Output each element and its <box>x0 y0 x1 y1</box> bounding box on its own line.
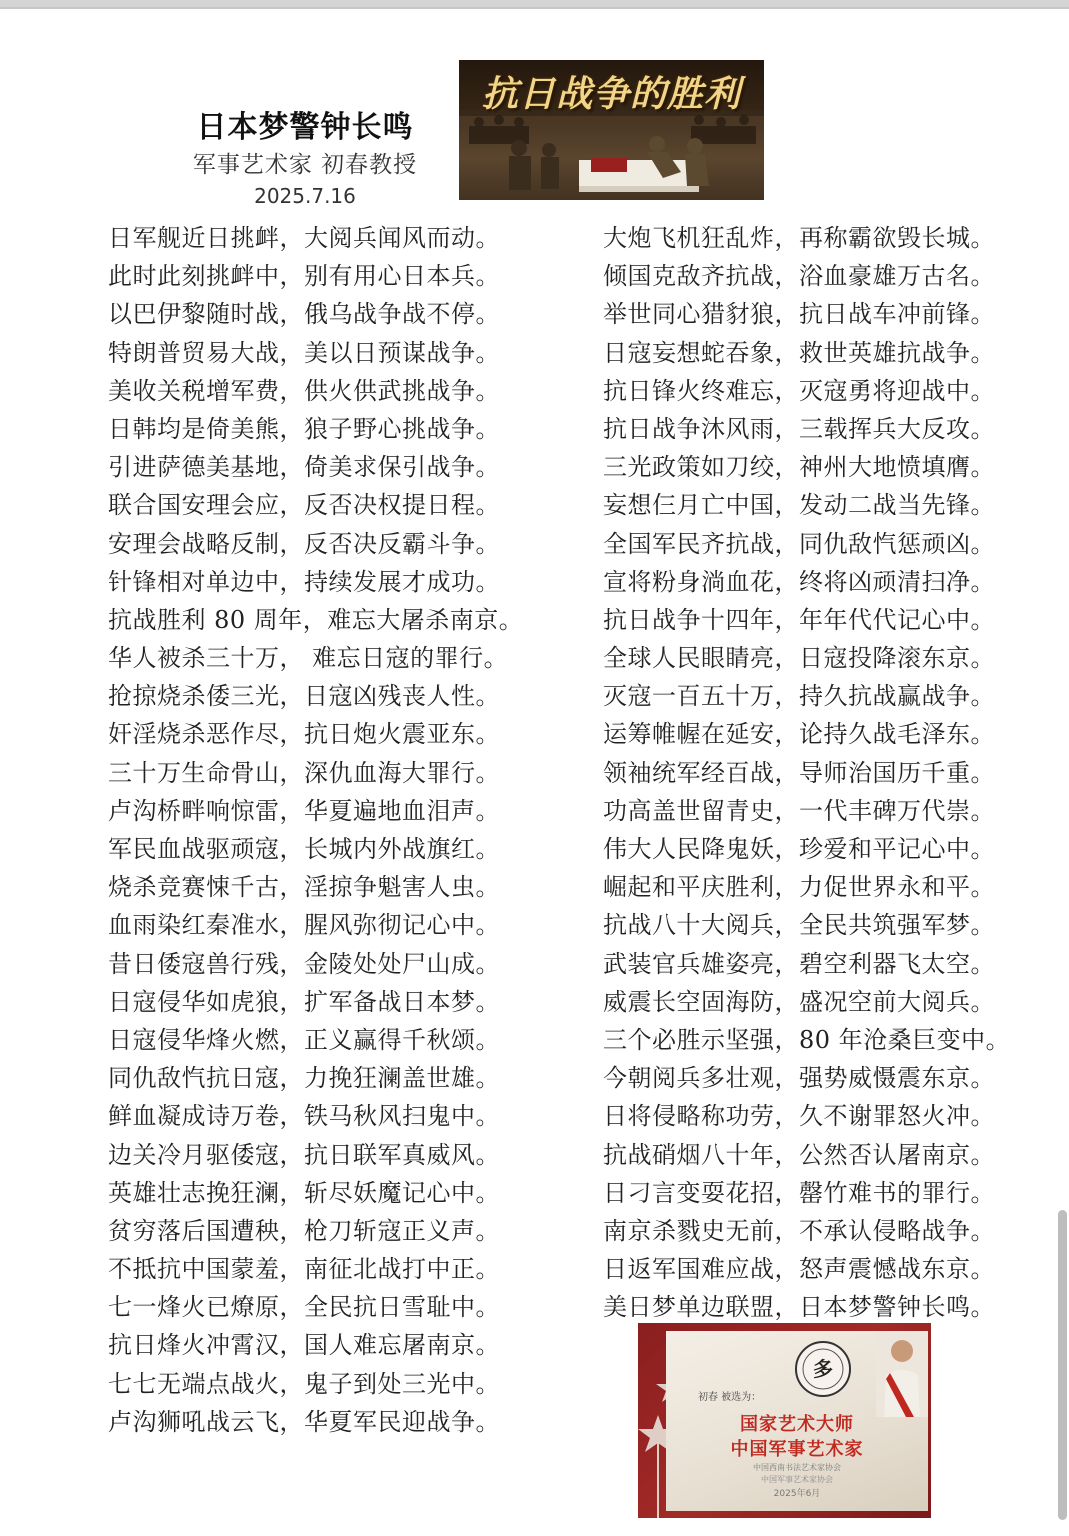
poem-line: 抗战胜利 80 周年，难忘大屠杀南京。 <box>108 605 524 634</box>
poem-line: 贫穷落后国遭秧，枪刀斩寇正义声。 <box>108 1216 500 1245</box>
poem-line: 不抵抗中国蒙羞，南征北战打中正。 <box>108 1255 500 1284</box>
poem-line: 举世同心猎豺狼，抗日战车冲前锋。 <box>603 300 995 329</box>
poem-author: 军事艺术家 初春教授 <box>192 152 418 178</box>
poem-line: 崛起和平庆胜利，力促世界永和平。 <box>603 873 995 902</box>
poem-line: 抗日战争十四年，年年代代记心中。 <box>603 605 995 634</box>
poem-line: 军民血战驱顽寇，长城内外战旗红。 <box>108 835 500 863</box>
poem-line: 边关冷月驱倭寇，抗日联军真威风。 <box>108 1140 500 1169</box>
poem-line: 七七无端点战火，鬼子到处三光中。 <box>108 1369 500 1398</box>
certificate-photo <box>638 1323 931 1518</box>
top-band <box>0 0 1069 9</box>
poem-line: 奸淫烧杀恶作尽，抗日炮火震亚东。 <box>108 720 500 749</box>
poem-line: 日寇侵华烽火燃，正义赢得千秋颂。 <box>108 1025 500 1054</box>
poem-line: 全国军民齐抗战，同仇敌忾惩顽凶。 <box>603 529 995 558</box>
poem-line: 烧杀竞赛悚千古，淫掠争魁害人虫。 <box>108 873 500 902</box>
poem-line: 灭寇一百五十万，持久抗战赢战争。 <box>603 682 995 711</box>
poem-line: 威震长空固海防，盛况空前大阅兵。 <box>603 987 995 1016</box>
poem-line: 抗战硝烟八十年，公然否认屠南京。 <box>603 1140 995 1169</box>
poem-right-column <box>603 219 1010 1326</box>
poem-line: 美收关税增军费，供火供武挑战争。 <box>108 376 500 405</box>
poem-left-column <box>108 219 523 1441</box>
certificate-organization-2: 中国军事艺术家协会 <box>761 1475 833 1484</box>
poem-line: 宣将粉身淌血花，终将凶顽清扫净。 <box>603 567 995 596</box>
poem-line: 英雄壮志挽狂澜，斩尽妖魔记心中。 <box>108 1178 500 1207</box>
poem-line: 血雨染红秦准水，腥风弥彻记心中。 <box>108 911 500 940</box>
portrait-photo-icon <box>876 1331 928 1417</box>
poem-line: 武装官兵雄姿亮，碧空利器飞太空。 <box>603 949 995 978</box>
poem-line: 抗日烽火冲霄汉，国人难忘屠南京。 <box>108 1331 500 1360</box>
poem-title: 日本梦警钟长鸣 <box>196 110 414 145</box>
certificate-board <box>666 1331 928 1511</box>
certificate-name-line: 初春 被选为： <box>698 1392 762 1403</box>
poem-line: 三个必胜示坚强，80 年沧桑巨变中。 <box>603 1025 1011 1054</box>
association-seal-icon <box>794 1340 852 1398</box>
banner-title: 抗日战争的胜利 <box>481 74 741 115</box>
poem-line: 引进萨德美基地，倚美求保引战争。 <box>108 453 500 482</box>
poem-line: 领袖统军经百战，导师治国历千重。 <box>603 758 995 787</box>
poem-line: 安理会战略反制，反否决反霸斗争。 <box>108 529 500 558</box>
poem-line: 日刁言变耍花招，罄竹难书的罪行。 <box>603 1178 995 1207</box>
poem-line: 美日梦单边联盟，日本梦警钟长鸣。 <box>603 1293 995 1322</box>
poem-line: 同仇敌忾抗日寇，力挽狂澜盖世雄。 <box>108 1064 500 1093</box>
poem-line: 大炮飞机狂乱炸，再称霸欲毁长城。 <box>603 224 995 252</box>
poem-line: 以巴伊黎随时战，俄乌战争战不停。 <box>108 300 500 329</box>
poem-line: 全球人民眼睛亮，日寇投降滚东京。 <box>603 644 995 673</box>
poem-line: 此时此刻挑衅中，别有用心日本兵。 <box>108 262 500 291</box>
poem-line: 日将侵略称功劳，久不谢罪怒火冲。 <box>603 1102 995 1131</box>
poem-line: 针锋相对单边中，持续发展才成功。 <box>108 567 500 596</box>
poem-line: 抗战八十大阅兵，全民共筑强军梦。 <box>603 911 995 940</box>
poem-line: 昔日倭寇兽行残，金陵处处尸山成。 <box>108 949 500 978</box>
poem-line: 七一烽火已燎原，全民抗日雪耻中。 <box>108 1293 500 1322</box>
certificate-title-2: 中国军事艺术家 <box>730 1439 864 1460</box>
poem-line: 鲜血凝成诗万卷，铁马秋风扫鬼中。 <box>108 1102 500 1131</box>
poem-line: 卢沟狮吼战云飞，华夏军民迎战争。 <box>108 1407 500 1436</box>
poem-date: 2025.7.16 <box>254 184 356 208</box>
poem-line: 妄想仨月亡中国，发动二战当先锋。 <box>603 491 995 520</box>
poem-line: 抢掠烧杀倭三光，日寇凶残丧人性。 <box>108 682 500 711</box>
poem-line: 华人被杀三十万， 难忘日寇的罪行。 <box>108 644 509 673</box>
poem-line: 抗日锋火终难忘，灭寇勇将迎战中。 <box>603 376 995 405</box>
poem-line: 卢沟桥畔响惊雷，华夏遍地血泪声。 <box>108 796 500 825</box>
poem-line: 日韩均是倚美熊，狼子野心挑战争。 <box>108 414 500 443</box>
poem-line: 倾国克敌齐抗战，浴血豪雄万古名。 <box>603 262 995 291</box>
poem-line: 联合国安理会应，反否决权提日程。 <box>108 491 500 520</box>
poem-line: 三光政策如刀绞，神州大地愤填膺。 <box>603 453 995 482</box>
poem-line: 抗日战争沐风雨，三载挥兵大反攻。 <box>603 414 995 443</box>
poem-line: 伟大人民降鬼妖，珍爱和平记心中。 <box>603 835 995 863</box>
poem-line: 三十万生命骨山，深仇血海大罪行。 <box>108 758 500 787</box>
poem-line: 日返军国难应战，怒声震憾战东京。 <box>603 1255 995 1284</box>
victory-banner-image <box>459 60 764 200</box>
poem-line: 特朗普贸易大战，美以日预谋战争。 <box>108 338 500 367</box>
poem-line: 功高盖世留青史，一代丰碑万代崇。 <box>603 796 995 825</box>
poem-line: 今朝阅兵多壮观，强势威慑震东京。 <box>603 1064 995 1093</box>
seal-character: 多 <box>813 1357 833 1381</box>
certificate-title-1: 国家艺术大师 <box>740 1414 854 1435</box>
poem-line: 运筹帷幄在延安，论持久战毛泽东。 <box>603 720 995 749</box>
poem-line: 日寇妄想蛇吞象，救世英雄抗战争。 <box>603 338 995 367</box>
vertical-scrollbar[interactable] <box>1058 1210 1067 1520</box>
certificate-organization: 中国西南书法艺术家协会 <box>753 1463 841 1472</box>
poem-line: 南京杀戮史无前，不承认侵略战争。 <box>603 1216 995 1245</box>
poem-line: 日军舰近日挑衅，大阅兵闻风而动。 <box>108 224 500 252</box>
certificate-date: 2025年6月 <box>773 1489 821 1499</box>
poem-line: 日寇侵华如虎狼，扩军备战日本梦。 <box>108 987 500 1016</box>
